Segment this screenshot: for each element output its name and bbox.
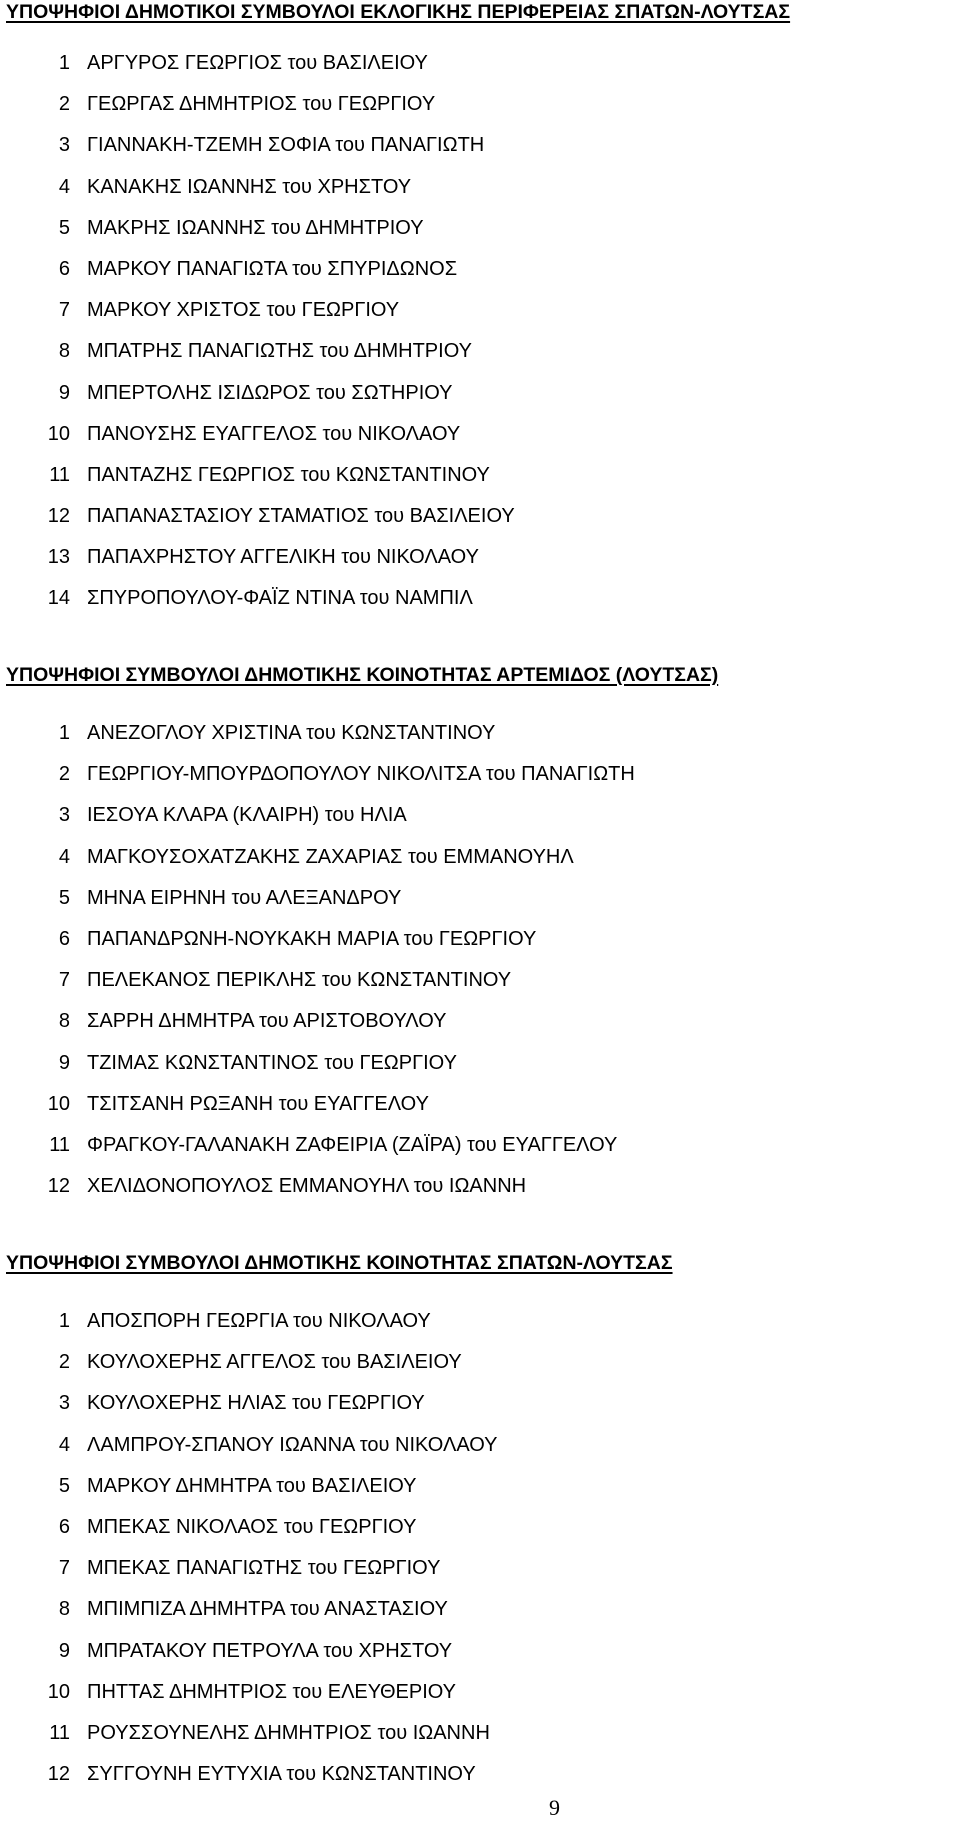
candidate-row [0,1134,960,1175]
page-number: 9 [549,1795,560,1820]
candidate-name: ΙΕΣΟΥΑ ΚΛΑΡΑ (ΚΛΑΙΡΗ) του ΗΛΙΑ [87,804,407,827]
candidate-name: ΜΠΕΚΑΣ ΠΑΝΑΓΙΩΤΗΣ του ΓΕΩΡΓΙΟΥ [87,1557,441,1580]
candidate-name: ΤΣΙΤΣΑΝΗ ΡΩΞΑΝΗ του ΕΥΑΓΓΕΛΟΥ [87,1092,429,1115]
candidate-list-artemis-community [0,722,960,1216]
candidate-number: 4 [58,1433,70,1456]
candidate-name: ΤΖΙΜΑΣ ΚΩΝΣΤΑΝΤΙΝΟΣ του ΓΕΩΡΓΙΟΥ [87,1051,457,1074]
candidate-name: ΓΕΩΡΓΙΟΥ-ΜΠΟΥΡΔΟΠΟΥΛΟΥ ΝΙΚΟΛΙΤΣΑ του ΠΑΝΑΓΙΩΤΗ [87,763,635,786]
candidate-row [0,887,960,928]
candidate-number: 9 [58,1639,70,1662]
candidate-number: 12 [47,505,70,528]
candidate-name: ΛΑΜΠΡΟΥ-ΣΠΑΝΟΥ ΙΩΑΝΝΑ του ΝΙΚΟΛΑΟΥ [87,1433,498,1456]
candidate-row [0,382,960,423]
candidate-number: 5 [58,886,70,909]
candidate-name: ΣΠΥΡΟΠΟΥΛΟΥ-ΦΑΪΖ ΝΤΙΝΑ του ΝΑΜΠΙΛ [87,587,473,610]
candidate-row [0,93,960,134]
candidate-name: ΜΠΕΚΑΣ ΝΙΚΟΛΑΟΣ του ΓΕΩΡΓΙΟΥ [87,1515,417,1538]
candidate-number: 9 [58,1051,70,1074]
candidate-row [0,464,960,505]
candidate-number: 2 [58,1351,70,1374]
candidate-name: ΦΡΑΓΚΟΥ-ΓΑΛΑΝΑΚΗ ΖΑΦΕΙΡΙΑ (ΖΑΪΡΑ) του ΕΥΑΓΓΕΛΟΥ [87,1133,618,1156]
candidate-name: ΠΑΠΑΧΡΗΣΤΟΥ ΑΓΓΕΛΙΚΗ του ΝΙΚΟΛΑΟΥ [87,546,479,569]
candidate-name: ΑΡΓΥΡΟΣ ΓΕΩΡΓΙΟΣ του ΒΑΣΙΛΕΙΟΥ [87,52,428,74]
candidate-number: 12 [47,1175,70,1198]
candidate-number: 10 [47,1092,70,1115]
candidate-name: ΚΑΝΑΚΗΣ ΙΩΑΝΝΗΣ του ΧΡΗΣΤΟΥ [87,175,412,198]
candidate-row [0,587,960,628]
candidate-row [0,1010,960,1051]
candidate-list-spata-loutsa-community [0,1310,960,1804]
candidate-name: ΑΠΟΣΠΟΡΗ ΓΕΩΡΓΙΑ του ΝΙΚΟΛΑΟΥ [87,1310,431,1332]
candidate-row [0,1516,960,1557]
candidate-name: ΧΕΛΙΔΟΝΟΠΟΥΛΟΣ ΕΜΜΑΝΟΥΗΛ του ΙΩΑΝΝΗ [87,1175,527,1198]
candidate-name: ΠΕΛΕΚΑΝΟΣ ΠΕΡΙΚΛΗΣ του ΚΩΝΣΤΑΝΤΙΝΟΥ [87,969,512,992]
candidate-number: 4 [58,175,70,198]
candidate-name: ΜΑΡΚΟΥ ΧΡΙΣΤΟΣ του ΓΕΩΡΓΙΟΥ [87,299,400,322]
candidate-number: 8 [58,1010,70,1033]
candidate-row [0,1640,960,1681]
candidate-number: 3 [58,1392,70,1415]
candidate-name: ΜΠΙΜΠΙΖΑ ΔΗΜΗΤΡΑ του ΑΝΑΣΤΑΣΙΟΥ [87,1598,448,1621]
candidate-name: ΠΑΠΑΝΔΡΩΝΗ-ΝΟΥΚΑΚΗ ΜΑΡΙΑ του ΓΕΩΡΓΙΟΥ [87,927,537,950]
candidate-name: ΠΑΝΟΥΣΗΣ ΕΥΑΓΓΕΛΟΣ του ΝΙΚΟΛΑΟΥ [87,422,461,445]
candidate-number: 1 [58,1310,70,1332]
candidate-name: ΚΟΥΛΟΧΕΡΗΣ ΑΓΓΕΛΟΣ του ΒΑΣΙΛΕΙΟΥ [87,1351,462,1374]
candidate-row [0,52,960,93]
candidate-row [0,1351,960,1392]
candidate-number: 11 [49,1133,70,1156]
candidate-name: ΠΑΠΑΝΑΣΤΑΣΙΟΥ ΣΤΑΜΑΤΙΟΣ του ΒΑΣΙΛΕΙΟΥ [87,505,515,528]
candidate-name: ΜΑΚΡΗΣ ΙΩΑΝΝΗΣ του ΔΗΜΗΤΡΙΟΥ [87,216,424,239]
candidate-row [0,546,960,587]
candidate-row [0,1392,960,1433]
candidate-number: 4 [58,845,70,868]
candidate-name: ΣΥΓΓΟΥΝΗ ΕΥΤΥΧΙΑ του ΚΩΝΣΤΑΝΤΙΝΟΥ [87,1763,476,1786]
candidate-name: ΓΕΩΡΓΑΣ ΔΗΜΗΤΡΙΟΣ του ΓΕΩΡΓΙΟΥ [87,93,436,116]
candidate-row [0,1175,960,1216]
candidate-number: 5 [58,1474,70,1497]
candidate-name: ΑΝΕΖΟΓΛΟΥ ΧΡΙΣΤΙΝΑ του ΚΩΝΣΤΑΝΤΙΝΟΥ [87,722,496,744]
candidate-number: 2 [58,93,70,116]
candidate-number: 7 [58,969,70,992]
candidate-number: 8 [58,340,70,363]
candidate-name: ΜΠΡΑΤΑΚΟΥ ΠΕΤΡΟΥΛΑ του ΧΡΗΣΤΟΥ [87,1639,453,1662]
candidate-row [0,928,960,969]
candidate-row [0,763,960,804]
candidate-row [0,176,960,217]
candidate-row [0,1557,960,1598]
candidate-row [0,1475,960,1516]
candidate-name: ΜΑΡΚΟΥ ΠΑΝΑΓΙΩΤΑ του ΣΠΥΡΙΔΩΝΟΣ [87,257,458,280]
candidate-row [0,722,960,763]
candidate-name: ΜΑΓΚΟΥΣΟΧΑΤΖΑΚΗΣ ΖΑΧΑΡΙΑΣ του ΕΜΜΑΝΟΥΗΛ [87,845,574,868]
candidate-number: 13 [47,546,70,569]
candidate-row [0,1052,960,1093]
candidate-number: 2 [58,763,70,786]
candidate-name: ΚΟΥΛΟΧΕΡΗΣ ΗΛΙΑΣ του ΓΕΩΡΓΙΟΥ [87,1392,425,1415]
candidate-number: 12 [47,1763,70,1786]
candidate-number: 11 [49,463,70,486]
section-title-artemis-community: ΥΠΟΨΗΦΙΟΙ ΣΥΜΒΟΥΛΟΙ ΔΗΜΟΤΙΚΗΣ ΚΟΙΝΟΤΗΤΑΣ ΑΡΤΕΜΙΔΟΣ (ΛΟΥΤΣΑΣ) [6,664,719,686]
candidate-row [0,1093,960,1134]
candidate-name: ΜΠΑΤΡΗΣ ΠΑΝΑΓΙΩΤΗΣ του ΔΗΜΗΤΡΙΟΥ [87,340,472,363]
candidate-row [0,340,960,381]
candidate-number: 1 [58,52,70,74]
candidate-number: 14 [47,587,70,610]
candidate-number: 10 [47,422,70,445]
candidate-row [0,1722,960,1763]
candidate-number: 5 [58,216,70,239]
section-title-spata-loutsa-community: ΥΠΟΨΗΦΙΟΙ ΣΥΜΒΟΥΛΟΙ ΔΗΜΟΤΙΚΗΣ ΚΟΙΝΟΤΗΤΑΣ ΣΠΑΤΩΝ-ΛΟΥΤΣΑΣ [6,1252,673,1274]
candidate-name: ΜΗΝΑ ΕΙΡΗΝΗ του ΑΛΕΞΑΝΔΡΟΥ [87,886,402,909]
candidate-number: 8 [58,1598,70,1621]
candidate-number: 1 [58,722,70,744]
candidate-number: 7 [58,299,70,322]
candidate-number: 6 [58,257,70,280]
candidate-row [0,423,960,464]
candidate-number: 9 [58,381,70,404]
candidate-row [0,217,960,258]
candidate-number: 10 [47,1680,70,1703]
candidate-row [0,969,960,1010]
candidate-row [0,1434,960,1475]
candidate-number: 6 [58,927,70,950]
candidate-name: ΣΑΡΡΗ ΔΗΜΗΤΡΑ του ΑΡΙΣΤΟΒΟΥΛΟΥ [87,1010,447,1033]
candidate-row [0,258,960,299]
candidate-number: 11 [49,1721,70,1744]
candidate-number: 3 [58,804,70,827]
candidate-number: 6 [58,1515,70,1538]
candidate-number: 7 [58,1557,70,1580]
candidate-name: ΡΟΥΣΣΟΥΝΕΛΗΣ ΔΗΜΗΤΡΙΟΣ του ΙΩΑΝΝΗ [87,1721,490,1744]
candidate-name: ΠΑΝΤΑΖΗΣ ΓΕΩΡΓΙΟΣ του ΚΩΝΣΤΑΝΤΙΝΟΥ [87,463,490,486]
section-title-municipal-councillors: ΥΠΟΨΗΦΙΟΙ ΔΗΜΟΤΙΚΟΙ ΣΥΜΒΟΥΛΟΙ ΕΚΛΟΓΙΚΗΣ ΠΕΡΙΦΕΡΕΙΑΣ ΣΠΑΤΩΝ-ΛΟΥΤΣΑΣ [6,1,791,23]
candidate-row [0,1681,960,1722]
candidate-row [0,134,960,175]
candidate-row [0,846,960,887]
candidate-name: ΓΙΑΝΝΑΚΗ-ΤΖΕΜΗ ΣΟΦΙΑ του ΠΑΝΑΓΙΩΤΗ [87,134,485,157]
candidate-row [0,1310,960,1351]
candidate-row [0,299,960,340]
candidate-name: ΜΠΕΡΤΟΛΗΣ ΙΣΙΔΩΡΟΣ του ΣΩΤΗΡΙΟΥ [87,381,453,404]
candidate-list-municipal-councillors [0,52,960,629]
candidate-row [0,804,960,845]
candidate-number: 3 [58,134,70,157]
candidate-row [0,505,960,546]
candidate-name: ΜΑΡΚΟΥ ΔΗΜΗΤΡΑ του ΒΑΣΙΛΕΙΟΥ [87,1474,417,1497]
candidate-row [0,1598,960,1639]
candidate-name: ΠΗΤΤΑΣ ΔΗΜΗΤΡΙΟΣ του ΕΛΕΥΘΕΡΙΟΥ [87,1680,457,1703]
candidate-row [0,1763,960,1804]
